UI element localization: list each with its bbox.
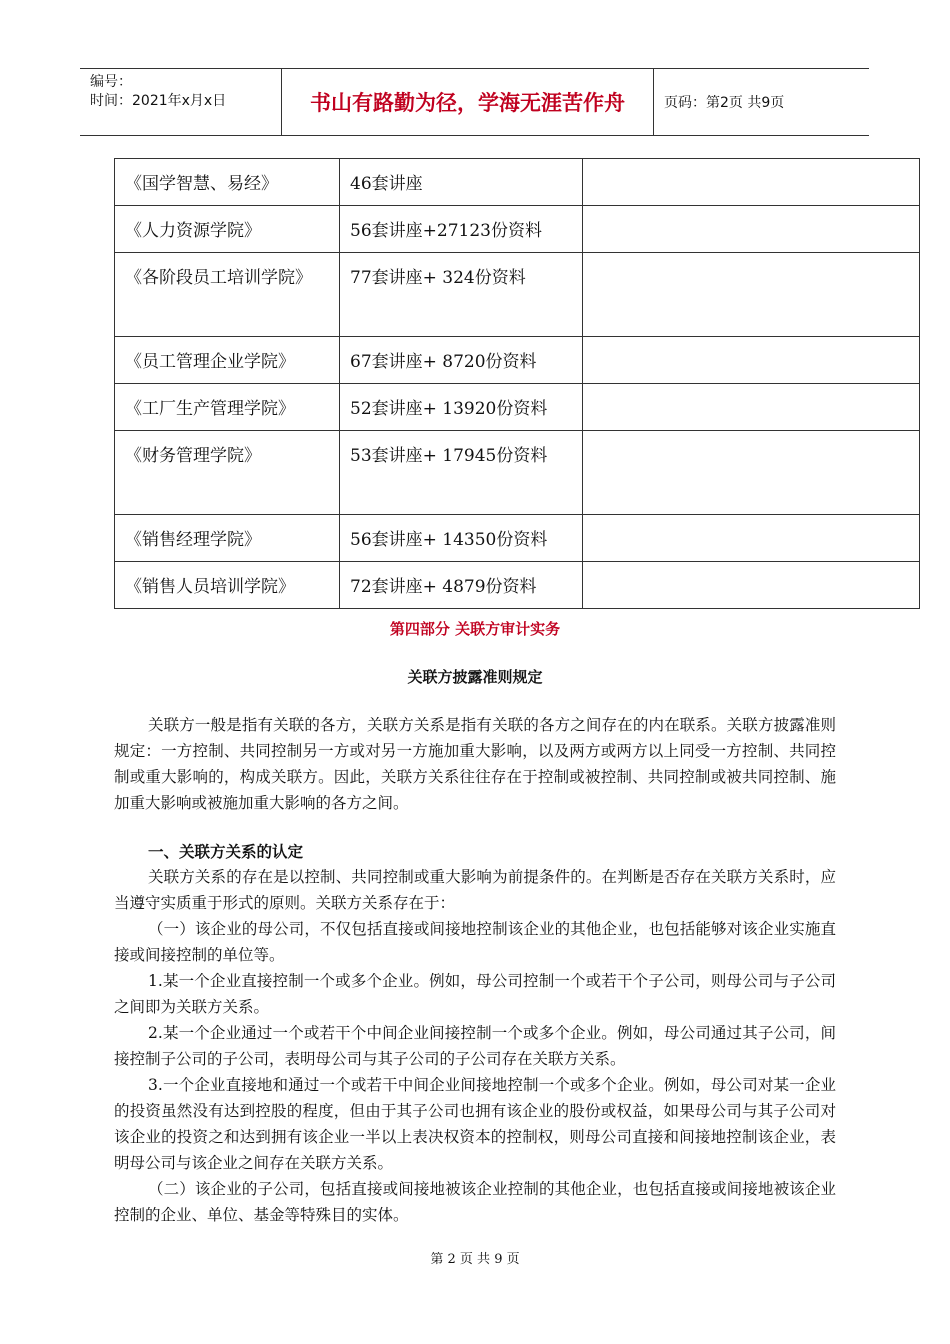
course-note: [583, 384, 920, 431]
table-row: [115, 159, 920, 206]
course-note: [583, 337, 920, 384]
paragraph: 3.一个企业直接地和通过一个或若干中间企业间接地控制一个或多个企业。例如，母公司对某一企业的投资虽然没有达到控股的程度，但由于其子公司也拥有该企业的股份或权益，如果母公司与其子公司对该企业的投资之和达到拥有该企业一半以上表决权资本的控制权，则母公司直接和间接地控制该企业，表明母公司与该企业之间存在关联方关系。: [114, 1076, 836, 1172]
paragraph: 1.某一个企业直接控制一个或多个企业。例如，母公司控制一个或若干个子公司，则母公司与子公司之间即为关联方关系。: [114, 972, 836, 1016]
page-footer: 第 2 页 共 9 页: [430, 1252, 520, 1267]
page-header: [80, 68, 869, 136]
course-note: [583, 562, 920, 609]
paragraph: 关联方关系的存在是以控制、共同控制或重大影响为前提条件的。在判断是否存在关联方关系时，应当遵守实质重于形式的原则。关联方关系存在于：: [114, 868, 836, 912]
course-amount: 46套讲座: [340, 159, 583, 206]
course-note: [583, 206, 920, 253]
course-amount: 52套讲座+ 13920份资料: [340, 384, 583, 431]
paragraph: 2.某一个企业通过一个或若干个中间企业间接控制一个或多个企业。例如，母公司通过其子公司，间接控制子公司的子公司，表明母公司与其子公司的子公司存在关联方关系。: [114, 1024, 836, 1068]
section-subtitle: 关联方披露准则规定: [407, 668, 543, 686]
intro-paragraph: 关联方一般是指有关联的各方，关联方关系是指有关联的各方之间存在的内在联系。关联方披露准则规定：一方控制、共同控制另一方或对另一方施加重大影响，以及两方或两方以上同受一方控制、共同控制或重大影响的，构成关联方。因此，关联方关系往往存在于控制或被控制、共同控制或被共同控制、施加重大影响或被施加重大影响的各方之间。: [114, 716, 836, 812]
paragraph: （二）该企业的子公司，包括直接或间接地被该企业控制的其他企业，也包括直接或间接地被该企业控制的企业、单位、基金等特殊目的实体。: [114, 1180, 836, 1224]
course-amount: 77套讲座+ 324份资料: [340, 253, 583, 337]
paragraph: （一）该企业的母公司，不仅包括直接或间接地控制该企业的其他企业，也包括能够对该企业实施直接或间接控制的单位等。: [114, 920, 836, 964]
course-name: 《工厂生产管理学院》: [115, 384, 340, 431]
course-amount: 53套讲座+ 17945份资料: [340, 431, 583, 515]
course-note: [583, 253, 920, 337]
course-amount: 72套讲座+ 4879份资料: [340, 562, 583, 609]
header-meta: [80, 69, 282, 135]
section-title: 第四部分 关联方审计实务: [389, 620, 561, 638]
table-row: [115, 431, 920, 515]
course-amount: 67套讲座+ 8720份资料: [340, 337, 583, 384]
table-row: [115, 515, 920, 562]
course-name: 《各阶段员工培训学院》: [115, 253, 340, 337]
course-name: 《国学智慧、易经》: [115, 159, 340, 206]
table-row: [115, 253, 920, 337]
course-note: [583, 431, 920, 515]
course-note: [583, 159, 920, 206]
course-amount: 56套讲座+ 14350份资料: [340, 515, 583, 562]
table-row: [115, 337, 920, 384]
course-note: [583, 515, 920, 562]
course-amount: 56套讲座+27123份资料: [340, 206, 583, 253]
header-page-info: 页码：第2页 共9页: [664, 95, 785, 111]
course-name: 《人力资源学院》: [115, 206, 340, 253]
header-motto: 书山有路勤为径，学海无涯苦作舟: [282, 69, 654, 135]
document-number-label: 编号：: [90, 74, 132, 90]
course-name: 《员工管理企业学院》: [115, 337, 340, 384]
table-row: [115, 206, 920, 253]
table-row: [115, 384, 920, 431]
course-name: 《财务管理学院》: [115, 431, 340, 515]
course-table: [114, 158, 920, 609]
course-name: 《销售经理学院》: [115, 515, 340, 562]
body-text: [114, 864, 836, 1228]
document-time-label: 时间：2021年x月x日: [90, 93, 227, 109]
course-name: 《销售人员培训学院》: [115, 562, 340, 609]
heading-related-party-identification: 一、关联方关系的认定: [148, 843, 304, 861]
table-row: [115, 562, 920, 609]
